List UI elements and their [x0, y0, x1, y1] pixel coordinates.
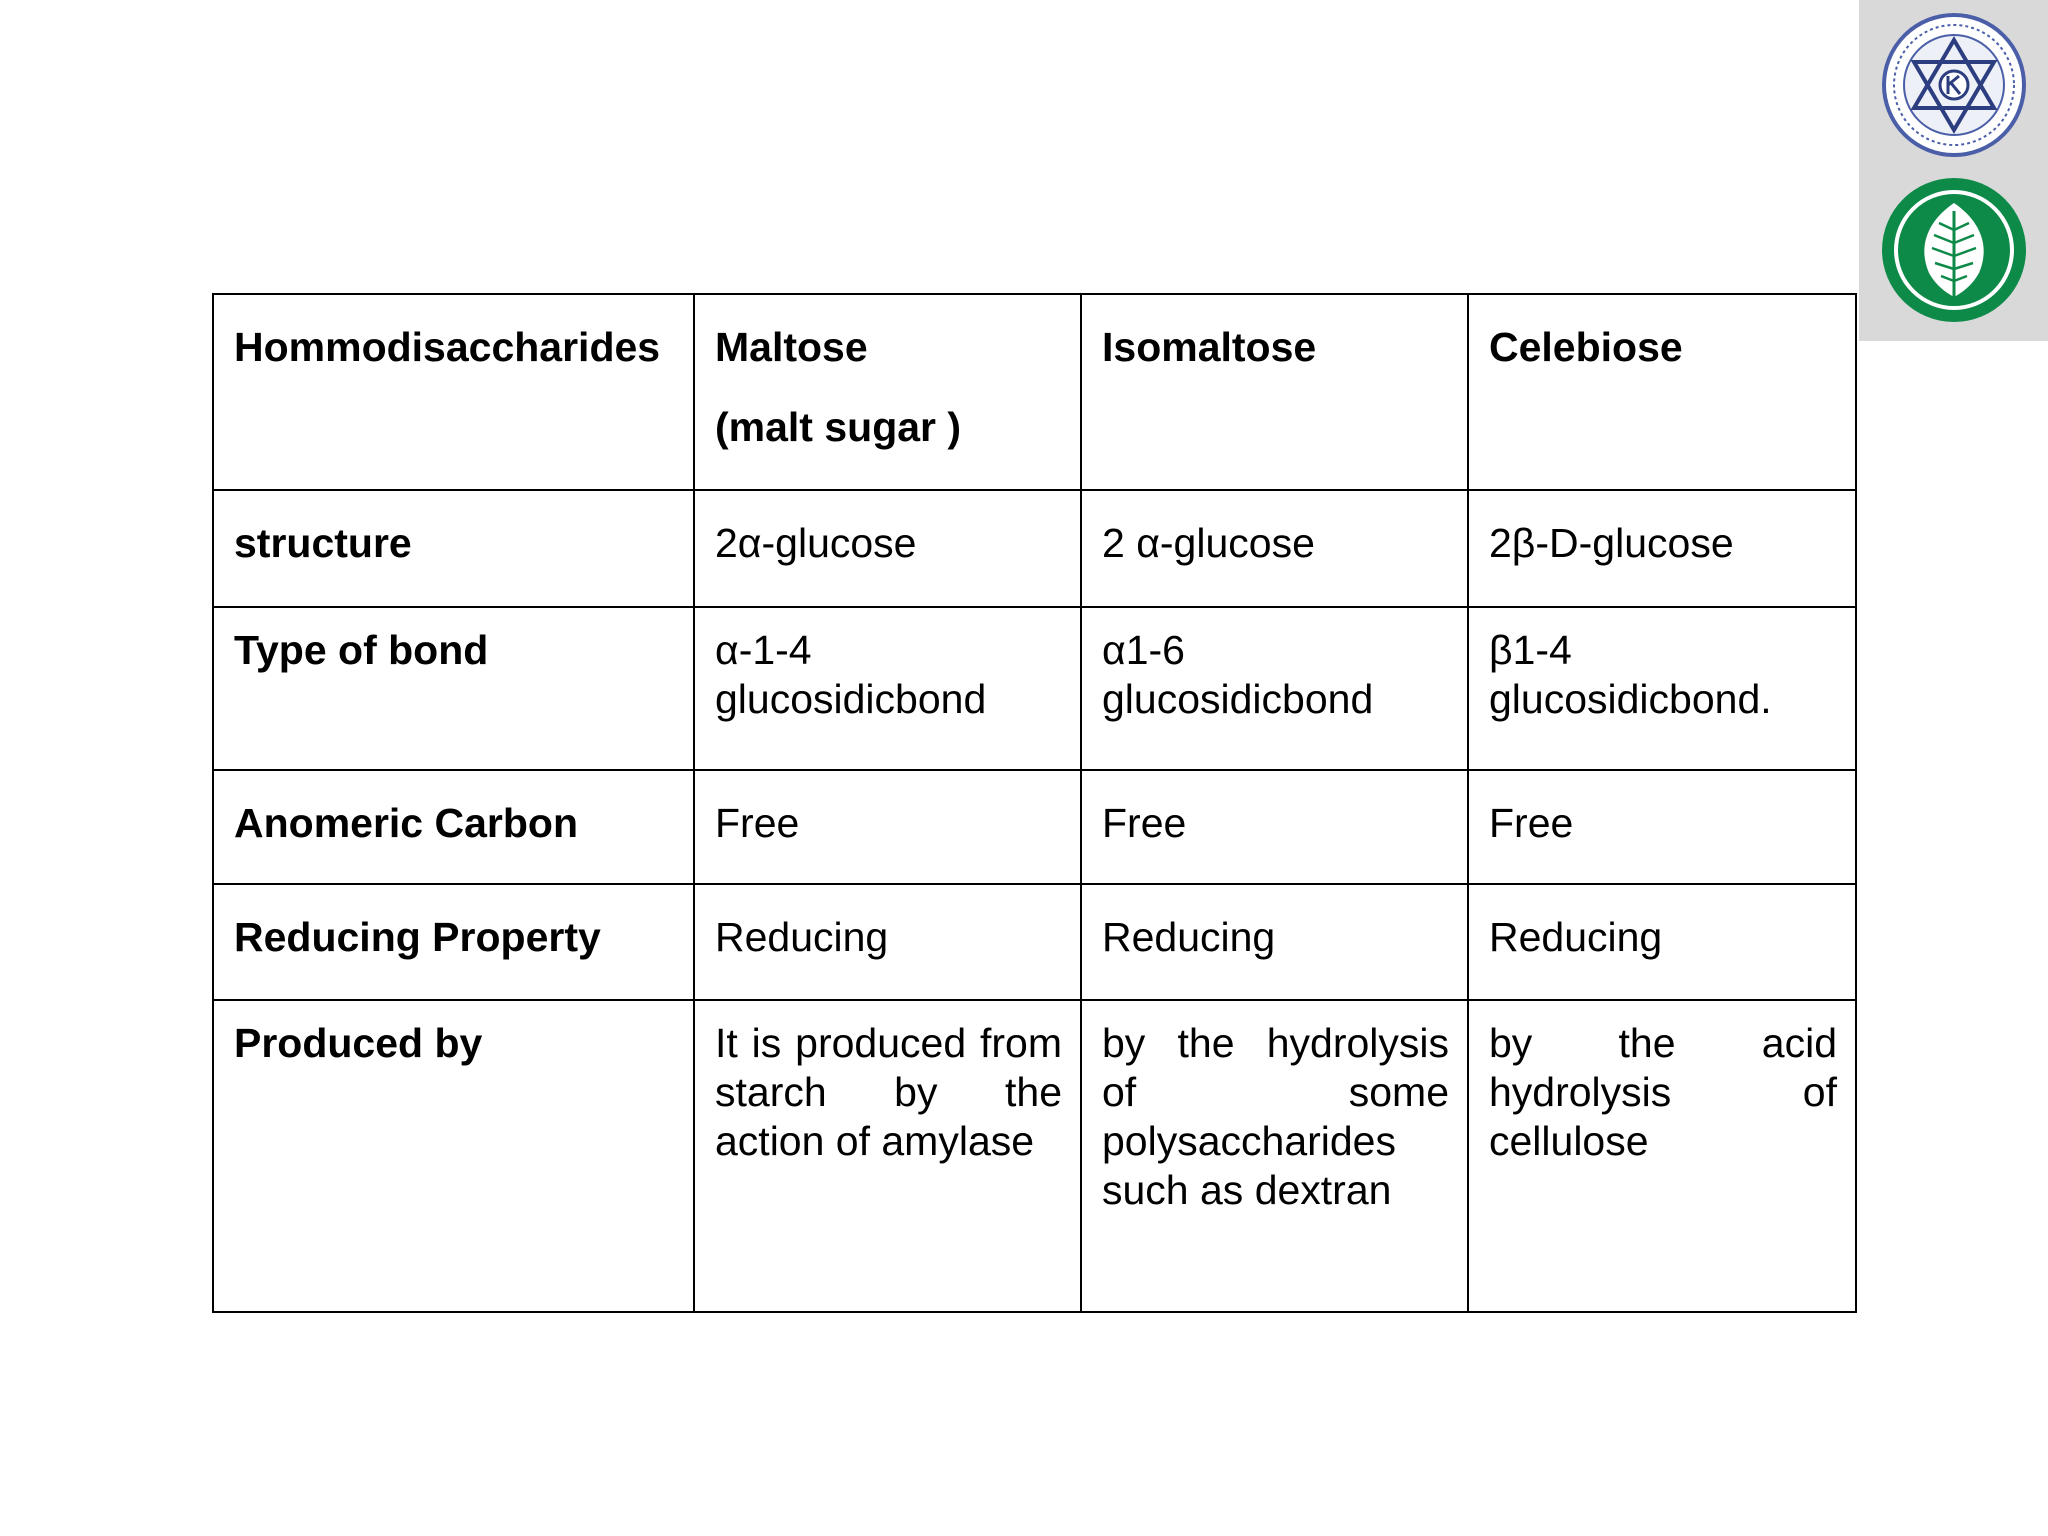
bond-kind: glucosidicbond. [1489, 676, 1772, 722]
row-label: structure [213, 490, 694, 607]
cell-celebiose: Reducing [1468, 884, 1856, 1000]
table-row-reducing-property [213, 884, 1856, 1000]
cell-celebiose [1468, 607, 1856, 770]
cell-maltose: Free [694, 770, 1081, 884]
header-isomaltose-cell [1081, 294, 1468, 490]
header-celebiose-cell [1468, 294, 1856, 490]
header-label: Hommodisaccharides [234, 324, 661, 370]
cell-isomaltose [1081, 607, 1468, 770]
leaf-emblem-icon [1879, 175, 2029, 325]
table-header-row [213, 294, 1856, 490]
bond-name: α-1-4 [715, 627, 812, 673]
bond-name: β1-4 [1489, 627, 1572, 673]
cell-isomaltose: Free [1081, 770, 1468, 884]
header-maltose-subtitle: (malt sugar ) [715, 404, 962, 450]
cell-maltose: 2α-glucose [694, 490, 1081, 607]
header-isomaltose: Isomaltose [1102, 324, 1317, 370]
university-seal-icon [1879, 10, 2029, 160]
cell-isomaltose: 2 α-glucose [1081, 490, 1468, 607]
cell-maltose [694, 607, 1081, 770]
header-maltose: Maltose [715, 324, 868, 370]
bond-kind: glucosidicbond [715, 676, 987, 722]
row-label: Anomeric Carbon [213, 770, 694, 884]
table-row-produced-by [213, 1000, 1856, 1312]
row-label: Type of bond [213, 607, 694, 770]
row-label: Produced by [213, 1000, 694, 1312]
table-row-bond-type [213, 607, 1856, 770]
cell-celebiose: by the acid hydrolysis of cellulose [1468, 1000, 1856, 1312]
cell-maltose: Reducing [694, 884, 1081, 1000]
disaccharide-comparison-table [212, 293, 1857, 1313]
header-maltose-cell [694, 294, 1081, 490]
table-row-structure [213, 490, 1856, 607]
bond-kind: glucosidicbond [1102, 676, 1374, 722]
cell-isomaltose: by the hydrolysis of some polysaccharides such as dextran [1081, 1000, 1468, 1312]
bond-name: α1-6 [1102, 627, 1185, 673]
header-label-cell [213, 294, 694, 490]
cell-maltose: It is produced from starch by the action of amylase [694, 1000, 1081, 1312]
cell-isomaltose: Reducing [1081, 884, 1468, 1000]
cell-celebiose: Free [1468, 770, 1856, 884]
logo-panel [1859, 0, 2048, 341]
cell-celebiose: 2β-D-glucose [1468, 490, 1856, 607]
header-celebiose: Celebiose [1489, 324, 1683, 370]
row-label: Reducing Property [213, 884, 694, 1000]
table-row-anomeric-carbon [213, 770, 1856, 884]
